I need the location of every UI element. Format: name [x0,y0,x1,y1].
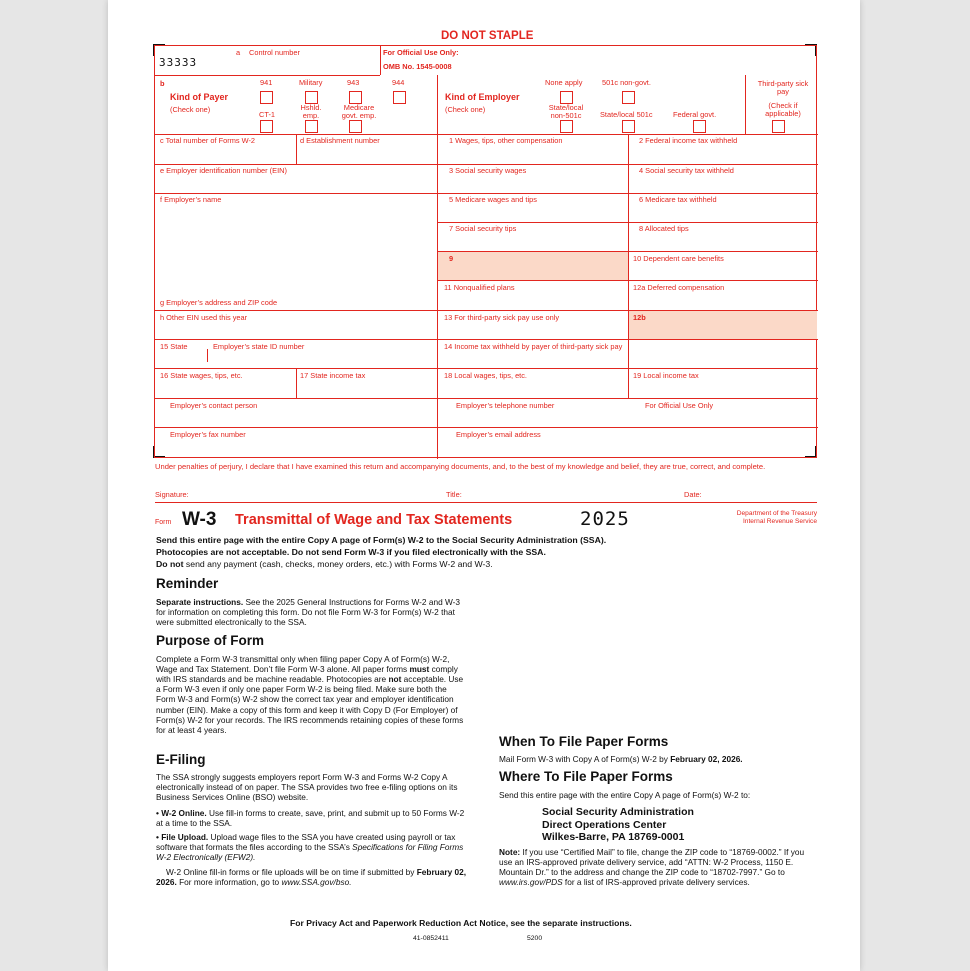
instruction-line-1: Send this entire page with the entire Copy A page of Form(s) W-2 to the Social Security Administration (SSA). [156,535,607,545]
where-heading: Where To File Paper Forms [499,769,673,784]
employer-501c-label: 501c non-govt. [602,78,651,87]
payer-941-checkbox[interactable] [260,91,273,104]
w3-form-grid [154,45,817,458]
ssa-address [542,806,694,844]
box-16-label: 16 State wages, tips, etc. [160,371,243,380]
address-line-1: Social Security Administration [542,806,694,818]
box-6-label: 6 Medicare tax withheld [639,195,717,204]
efiling-file-upload: • File Upload. Upload wage files to the SSA you have created using payroll or tax software that formats the files according to the SSA’s Specifications for Filing Forms W-2 Electronically (EFW2). [156,832,464,863]
dept-treasury: Department of the Treasury [736,510,817,517]
efiling-heading: E-Filing [156,752,206,767]
purpose-text: Complete a Form W-3 transmittal only when filing paper Copy A of Form(s) W-2, Wage and Tax Statement. Don’t file Form W-3 alone. All paper forms must comply with IRS standards and be machine readable. Photocopies are not acceptable. Use a Form W-3 even if only one paper Form W-2 is being filed. Make sure both the Form W-3 and Form(s) W-2 show the correct tax year and employer identification number (EIN). Make a copy of this form and keep it with Copy D (For Employer) of Form(s) W-2 for your records. The IRS recommends retaining copies of these forms for at least 4 years. [156,654,464,735]
payer-medicare-label: Medicare govt. emp. [341,103,377,120]
instruction-line-2: Photocopies are not acceptable. Do not send Form W-3 if you filed electronically with the SSA. [156,547,546,557]
instruction-line-3: Do not send any payment (cash, checks, money orders, etc.) with Forms W-2 and W-3. [156,559,493,569]
efiling-intro: The SSA strongly suggests employers report Form W-3 and Forms W-2 Copy A electronically instead of on paper. The SSA provides two free e-filing options on its Business Services Online (BSO) website. [156,772,458,803]
employer-statelocal501-checkbox[interactable] [622,120,635,133]
box-g-label: g Employer’s address and ZIP code [160,298,278,307]
payer-943-label: 943 [347,78,360,87]
box-c-label: c Total number of Forms W-2 [160,136,256,145]
payer-944-label: 944 [392,78,405,87]
payer-hshld-label: Hshld. emp. [300,103,322,120]
box-17-label: 17 State income tax [300,371,366,380]
box-h-label: h Other EIN used this year [160,313,248,322]
box-1-label: 1 Wages, tips, other compensation [449,136,563,145]
form-code: W-3 [182,509,217,530]
where-text: Send this entire page with the entire Copy A page of Form(s) W-2 to: [499,790,751,800]
box-12b-label: 12b [633,313,646,322]
kind-of-payer-title: Kind of Payer [170,92,229,102]
efiling-deadline: W-2 Online fill-in forms or file uploads will be on time if submitted by February 02, 2026. For more information, go to www.SSA.gov/bso. [156,867,467,888]
box-5-label: 5 Medicare wages and tips [449,195,537,204]
box-8-label: 8 Allocated tips [639,224,689,233]
kind-of-employer-title: Kind of Employer [445,92,520,102]
box-4-label: 4 Social security tax withheld [639,166,734,175]
box-3-label: 3 Social security wages [449,166,527,175]
box-e-label: e Employer identification number (EIN) [160,166,287,175]
when-text: Mail Form W-3 with Copy A of Form(s) W-2 by February 02, 2026. [499,754,743,764]
third-party-label: Third-party sick pay [757,79,809,96]
payer-ct1-label: CT-1 [259,110,276,119]
employer-check-one: (Check one) [445,105,486,114]
box-9-label: 9 [449,254,454,263]
title-label: Title: [446,490,462,499]
reminder-heading: Reminder [156,576,219,591]
box-7-label: 7 Social security tips [449,224,517,233]
irs-label: Internal Revenue Service [742,518,817,525]
address-line-3: Wilkes-Barre, PA 18769-0001 [542,831,685,844]
catalog-number: 41-0852411 [413,935,449,942]
email-label: Employer’s email address [456,430,541,439]
where-note: Note: If you use “Certified Mail” to file, change the ZIP code to “18769-0002.” If you use an IRS-approved private delivery service, add “ATTN: W-2 Process, 1150 E. Mountain Dr.” to the address and change the ZIP code to “18702-7997.” Go to www.irs.gov/PDS for a list of IRS-approved private delivery services. [499,847,805,888]
purpose-heading: Purpose of Form [156,633,265,648]
employer-501c-checkbox[interactable] [622,91,635,104]
payer-military-label: Military [299,78,323,87]
box-12b-shaded [629,311,817,339]
tax-year: 2025 [580,508,630,530]
box-f-label: f Employer’s name [160,195,222,204]
employer-federal-checkbox[interactable] [693,120,706,133]
payer-941-label: 941 [260,78,273,87]
box-2-label: 2 Federal income tax withheld [639,136,738,145]
box-10-label: 10 Dependent care benefits [633,254,724,263]
form-word: Form [155,519,172,526]
omb-number: OMB No. 1545-0008 [383,62,452,71]
box-b-letter: b [160,79,165,88]
payer-medicare-checkbox[interactable] [349,120,362,133]
efiling-w2-online: • W-2 Online. Use fill-in forms to create, save, print, and submit up to 50 Forms W-2 at a time to the SSA. [156,808,465,829]
reminder-text: Separate instructions. See the 2025 General Instructions for Forms W-2 and W-3 for information on completing this form. Do not file Form W-3 for Form(s) W-2 that were submitted electronically to the SSA. [156,597,461,628]
perjury-statement: Under penalties of perjury, I declare that I have examined this return and accompanying documents, and, to the best of my knowledge and belief, they are true, correct, and complete. [155,462,766,471]
date-label: Date: [684,490,702,499]
control-code: 33333 [159,56,198,69]
box-a-letter: a [236,48,241,57]
employer-statelocal501-label: State/local 501c [600,110,653,119]
control-number-label: Control number [249,48,300,57]
do-not-staple: DO NOT STAPLE [441,30,534,42]
employer-statelocal-label: State/local non-501c [548,103,584,120]
address-line-2: Direct Operations Center [542,818,667,831]
privacy-notice: For Privacy Act and Paperwork Reduction Act Notice, see the separate instructions. [290,918,632,928]
when-heading: When To File Paper Forms [499,734,669,749]
box-14-label: 14 Income tax withheld by payer of third-party sick pay [444,342,623,351]
box-15-label: 15 State [160,342,188,351]
form-title: Transmittal of Wage and Tax Statements [235,512,513,528]
box-d-label: d Establishment number [300,136,380,145]
box-19-label: 19 Local income tax [633,371,699,380]
employer-federal-label: Federal govt. [673,110,717,119]
payer-hshld-checkbox[interactable] [305,120,318,133]
box-9-shaded [438,252,628,280]
contact-person-label: Employer’s contact person [170,401,258,410]
payer-ct1-checkbox[interactable] [260,120,273,133]
signature-label: Signature: [155,490,189,499]
box-11-label: 11 Nonqualified plans [444,283,515,292]
third-party-checkbox[interactable] [772,120,785,133]
telephone-label: Employer’s telephone number [456,401,555,410]
form-code-number: 5200 [527,935,543,942]
employer-statelocal-checkbox[interactable] [560,120,573,133]
box-18-label: 18 Local wages, tips, etc. [444,371,527,380]
payer-944-checkbox[interactable] [393,91,406,104]
payer-check-one: (Check one) [170,105,211,114]
signature-line [155,502,817,503]
official-use-only-label: For Official Use Only [645,401,714,410]
employer-none-label: None apply [545,78,583,87]
box-12a-label: 12a Deferred compensation [633,283,725,292]
state-id-label: Employer’s state ID number [213,342,305,351]
third-party-note: (Check if applicable) [765,101,801,118]
fax-label: Employer’s fax number [170,430,246,439]
official-use-label: For Official Use Only: [383,48,459,57]
box-13-label: 13 For third-party sick pay use only [444,313,560,322]
